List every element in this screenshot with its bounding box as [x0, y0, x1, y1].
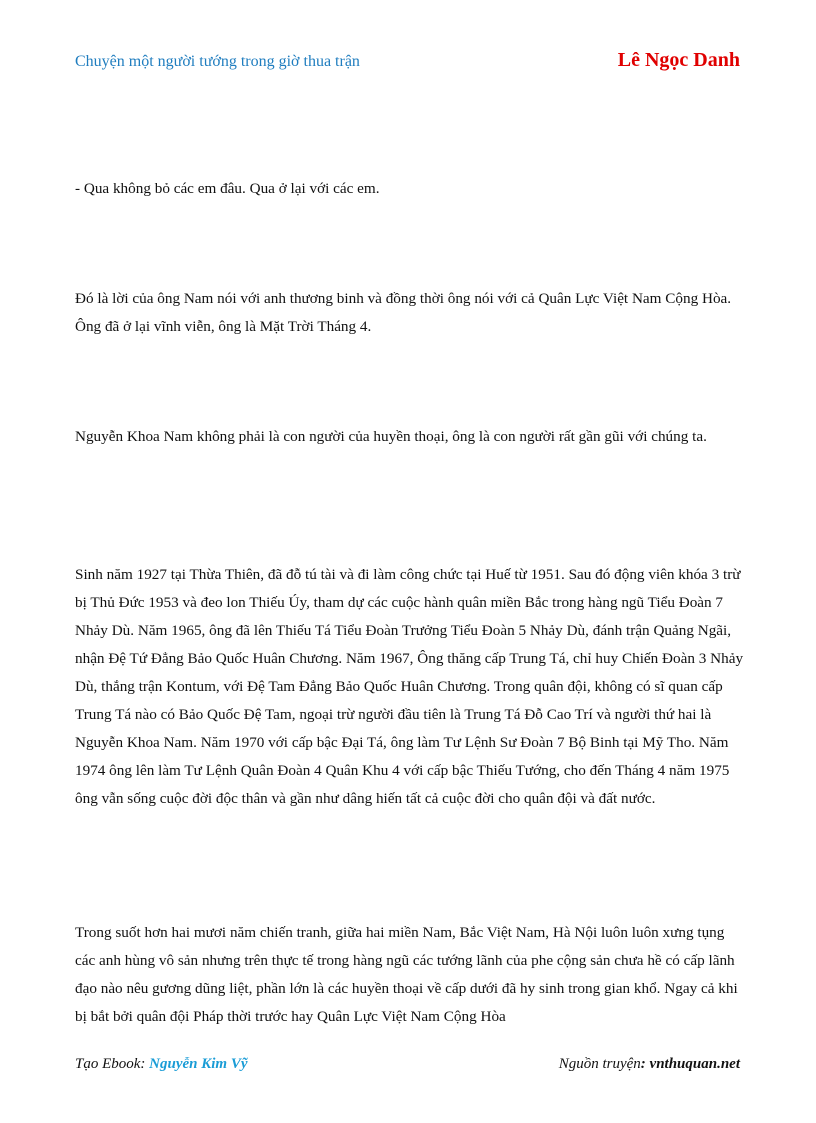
- author-name: Lê Ngọc Danh: [617, 49, 740, 71]
- paragraph-1: - Qua không bỏ các em đâu. Qua ở lại với các em.: [75, 180, 380, 197]
- source-label: Nguồn truyện: [558, 1056, 641, 1072]
- book-title: Chuyện một người tướng trong giờ thua trận: [75, 53, 360, 70]
- source-credit: [559, 1056, 740, 1073]
- ebook-author: Nguyễn Kim Vỹ: [149, 1056, 248, 1072]
- ebook-credit: [75, 1056, 248, 1073]
- ebook-separator: :: [140, 1056, 150, 1072]
- paragraph-4: Sinh năm 1927 tại Thừa Thiên, đã đỗ tú tài và đi làm công chức tại Huế từ 1951. Sau đó động viên khóa 3 trừ bị Thủ Đức 1953 và đeo lon Thiếu Úy, tham dự các cuộc hành quân miền Bắc trong hàng ngũ Tiểu Đoàn 7 Nhảy Dù. Năm 1965, ông đã lên Thiếu Tá Tiểu Đoàn Trưởng Tiểu Đoàn 5 Nhảy Dù, đánh trận Quảng Ngãi, nhận Đệ Tứ Đẳng Bảo Quốc Huân Chương. Năm 1967, Ông thăng cấp Trung Tá, chỉ huy Chiến Đoàn 3 Nhảy Dù, thắng trận Kontum, với Đệ Tam Đẳng Bảo Quốc Huân Chương. Trong quân đội, không có sĩ quan cấp Trung Tá nào có Bảo Quốc Đệ Tam, ngoại trừ người đầu tiên là Trung Tá Đỗ Cao Trí và người thứ hai là Nguyễn Khoa Nam. Năm 1970 với cấp bậc Đại Tá, ông làm Tư Lệnh Sư Đoàn 7 Bộ Binh tại Mỹ Tho. Năm 1974 ông lên làm Tư Lệnh Quân Đoàn 4 Quân Khu 4 với cấp bậc Thiếu Tướng, cho đến Tháng 4 năm 1975 ông vẫn sống cuộc đời độc thân và gần như dâng hiến tất cả cuộc đời cho quân đội và đất nước.: [75, 566, 744, 807]
- paragraph-5: Trong suốt hơn hai mươi năm chiến tranh, giữa hai miền Nam, Bắc Việt Nam, Hà Nội luôn luôn xưng tụng các anh hùng vô sản nhưng trên thực tế trong hàng ngũ các tướng lãnh của phe cộng sản chưa hề có cấp lãnh đạo nào nêu gương dũng liệt, phần lớn là các huyền thoại về cấp dưới đã hy sinh trong gian khổ. Ngay cả khi bị bắt bởi quân đội Pháp thời trước hay Quân Lực Việt Nam Cộng Hòa: [75, 924, 738, 1025]
- source-separator: :: [640, 1056, 650, 1072]
- paragraph-2: Đó là lời của ông Nam nói với anh thương binh và đồng thời ông nói với cả Quân Lực Việt Nam Cộng Hòa. Ông đã ở lại vĩnh viễn, ông là Mặt Trời Tháng 4.: [75, 290, 732, 335]
- ebook-label: Tạo Ebook: [75, 1056, 141, 1072]
- paragraph-3: Nguyễn Khoa Nam không phải là con người của huyền thoại, ông là con người rất gần gũi với chúng ta.: [75, 428, 707, 445]
- source-site: vnthuquan.net: [649, 1056, 740, 1072]
